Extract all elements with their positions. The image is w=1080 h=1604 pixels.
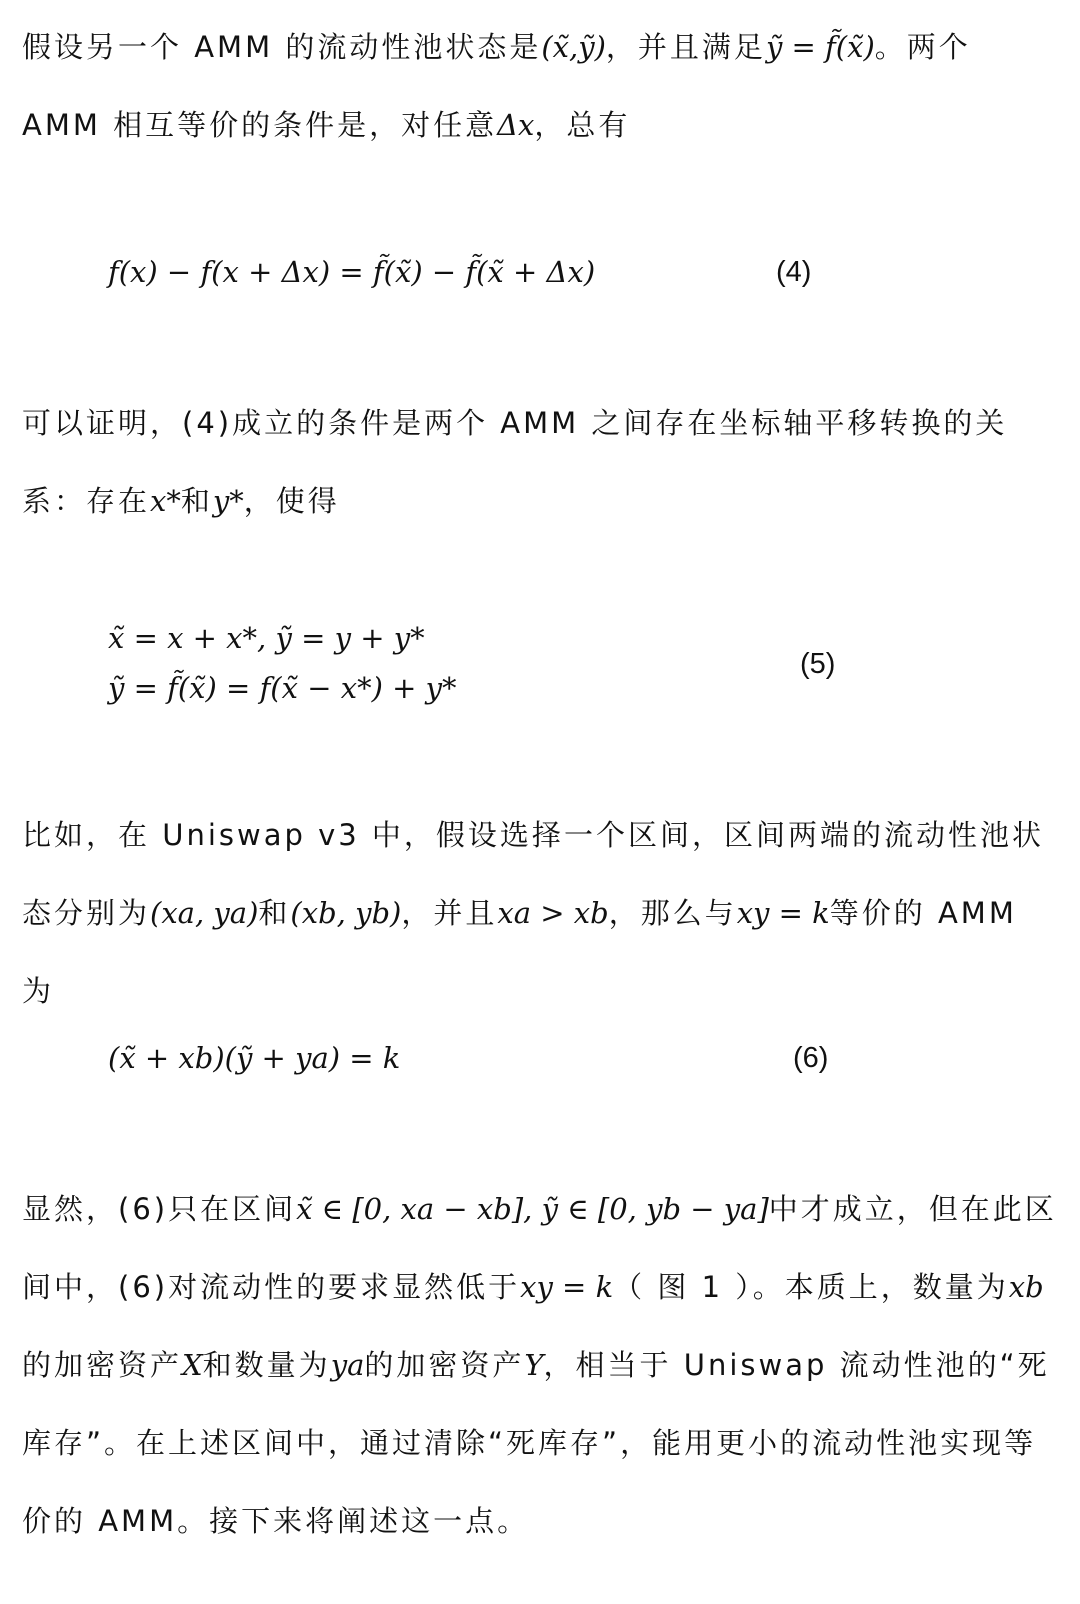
para4-range: x̃ ∈ [0, xa − xb], ỹ ∈ [0, yb − ya] [296, 1192, 769, 1226]
para3-text-c: ，并且 [401, 896, 498, 930]
para1-text-c: 。两个 AMM 相互等价的条件是，对任意 [22, 30, 971, 142]
para4-text-e: 和数量为 [202, 1348, 331, 1382]
paragraph-2 [22, 384, 1058, 540]
equation-5-number: (5) [800, 648, 836, 680]
para1-text-b: ，并且满足 [605, 30, 766, 64]
equation-4-number: (4) [776, 256, 812, 288]
para3-inequality: xa > xb [497, 896, 609, 930]
equation-5-line-2: ỹ = f̃(x̃) = f(x̃ − x*) + y* [108, 671, 457, 705]
para3-point-b: (xb, yb) [290, 896, 402, 930]
para4-ya: ya [330, 1348, 365, 1382]
para2-text-c: ，使得 [243, 484, 340, 518]
para1-text-d: ，总有 [534, 108, 631, 142]
para1-dx: Δx [497, 108, 535, 142]
paragraph-4 [22, 1170, 1058, 1560]
para4-xyk: xy = k [520, 1270, 614, 1304]
para2-xstar: x* [150, 484, 181, 518]
paragraph-1 [22, 8, 1058, 164]
para3-text-b: 和 [258, 896, 291, 930]
para2-text-b: 和 [180, 484, 213, 518]
paragraph-3 [22, 796, 1058, 1030]
para4-text-g: ，相当于 Uniswap 流动性池的“死库存”。在上述区间中，通过清除“死库存”，能用更小的流动性池实现等价的 AMM。接下来将阐述这一点。 [22, 1348, 1050, 1538]
para1-cond: ỹ = f̃(x̃) [765, 30, 875, 64]
para3-xyk: xy = k [736, 896, 830, 930]
para3-text-e: 等价的 AMM 为 [22, 896, 1017, 1008]
para3-text-d: ，那么与 [608, 896, 737, 930]
para4-text-d: 的加密资产 [22, 1348, 183, 1382]
para2-ystar: y* [212, 484, 244, 518]
para4-text-a: 显然，(6)只在区间 [22, 1192, 297, 1226]
para4-xb: xb [1008, 1270, 1044, 1304]
para2-text-a: 可以证明，(4)成立的条件是两个 AMM 之间存在坐标轴平移转换的关系：存在 [22, 406, 1008, 518]
equation-6-number: (6) [793, 1042, 829, 1074]
equation-5-line-1: x̃ = x + x*, ỹ = y + y* [108, 621, 425, 655]
para4-text-b: 中才成立，但在此区间中，(6)对流动性的要求显然低于 [22, 1192, 1057, 1304]
para1-text-a: 假设另一个 AMM 的流动性池状态是 [22, 30, 542, 64]
equation-6: (x̃ + xb)(ỹ + ya) = k [108, 1041, 401, 1075]
para1-pair: (x̃,ỹ) [541, 30, 606, 64]
para4-asset-y: Y [524, 1348, 544, 1382]
para3-point-a: (xa, ya) [150, 896, 259, 930]
para4-text-f: 的加密资产 [364, 1348, 525, 1382]
para4-text-c: （ 图 1 ）。本质上，数量为 [613, 1270, 1009, 1304]
para4-asset-x: X [182, 1348, 203, 1382]
equation-4: f(x) − f(x + Δx) = f̃(x̃) − f̃(x̃ + Δx) [108, 255, 596, 289]
para3-text-a: 比如，在 Uniswap v3 中，假设选择一个区间，区间两端的流动性池状态分别为 [22, 818, 1044, 930]
